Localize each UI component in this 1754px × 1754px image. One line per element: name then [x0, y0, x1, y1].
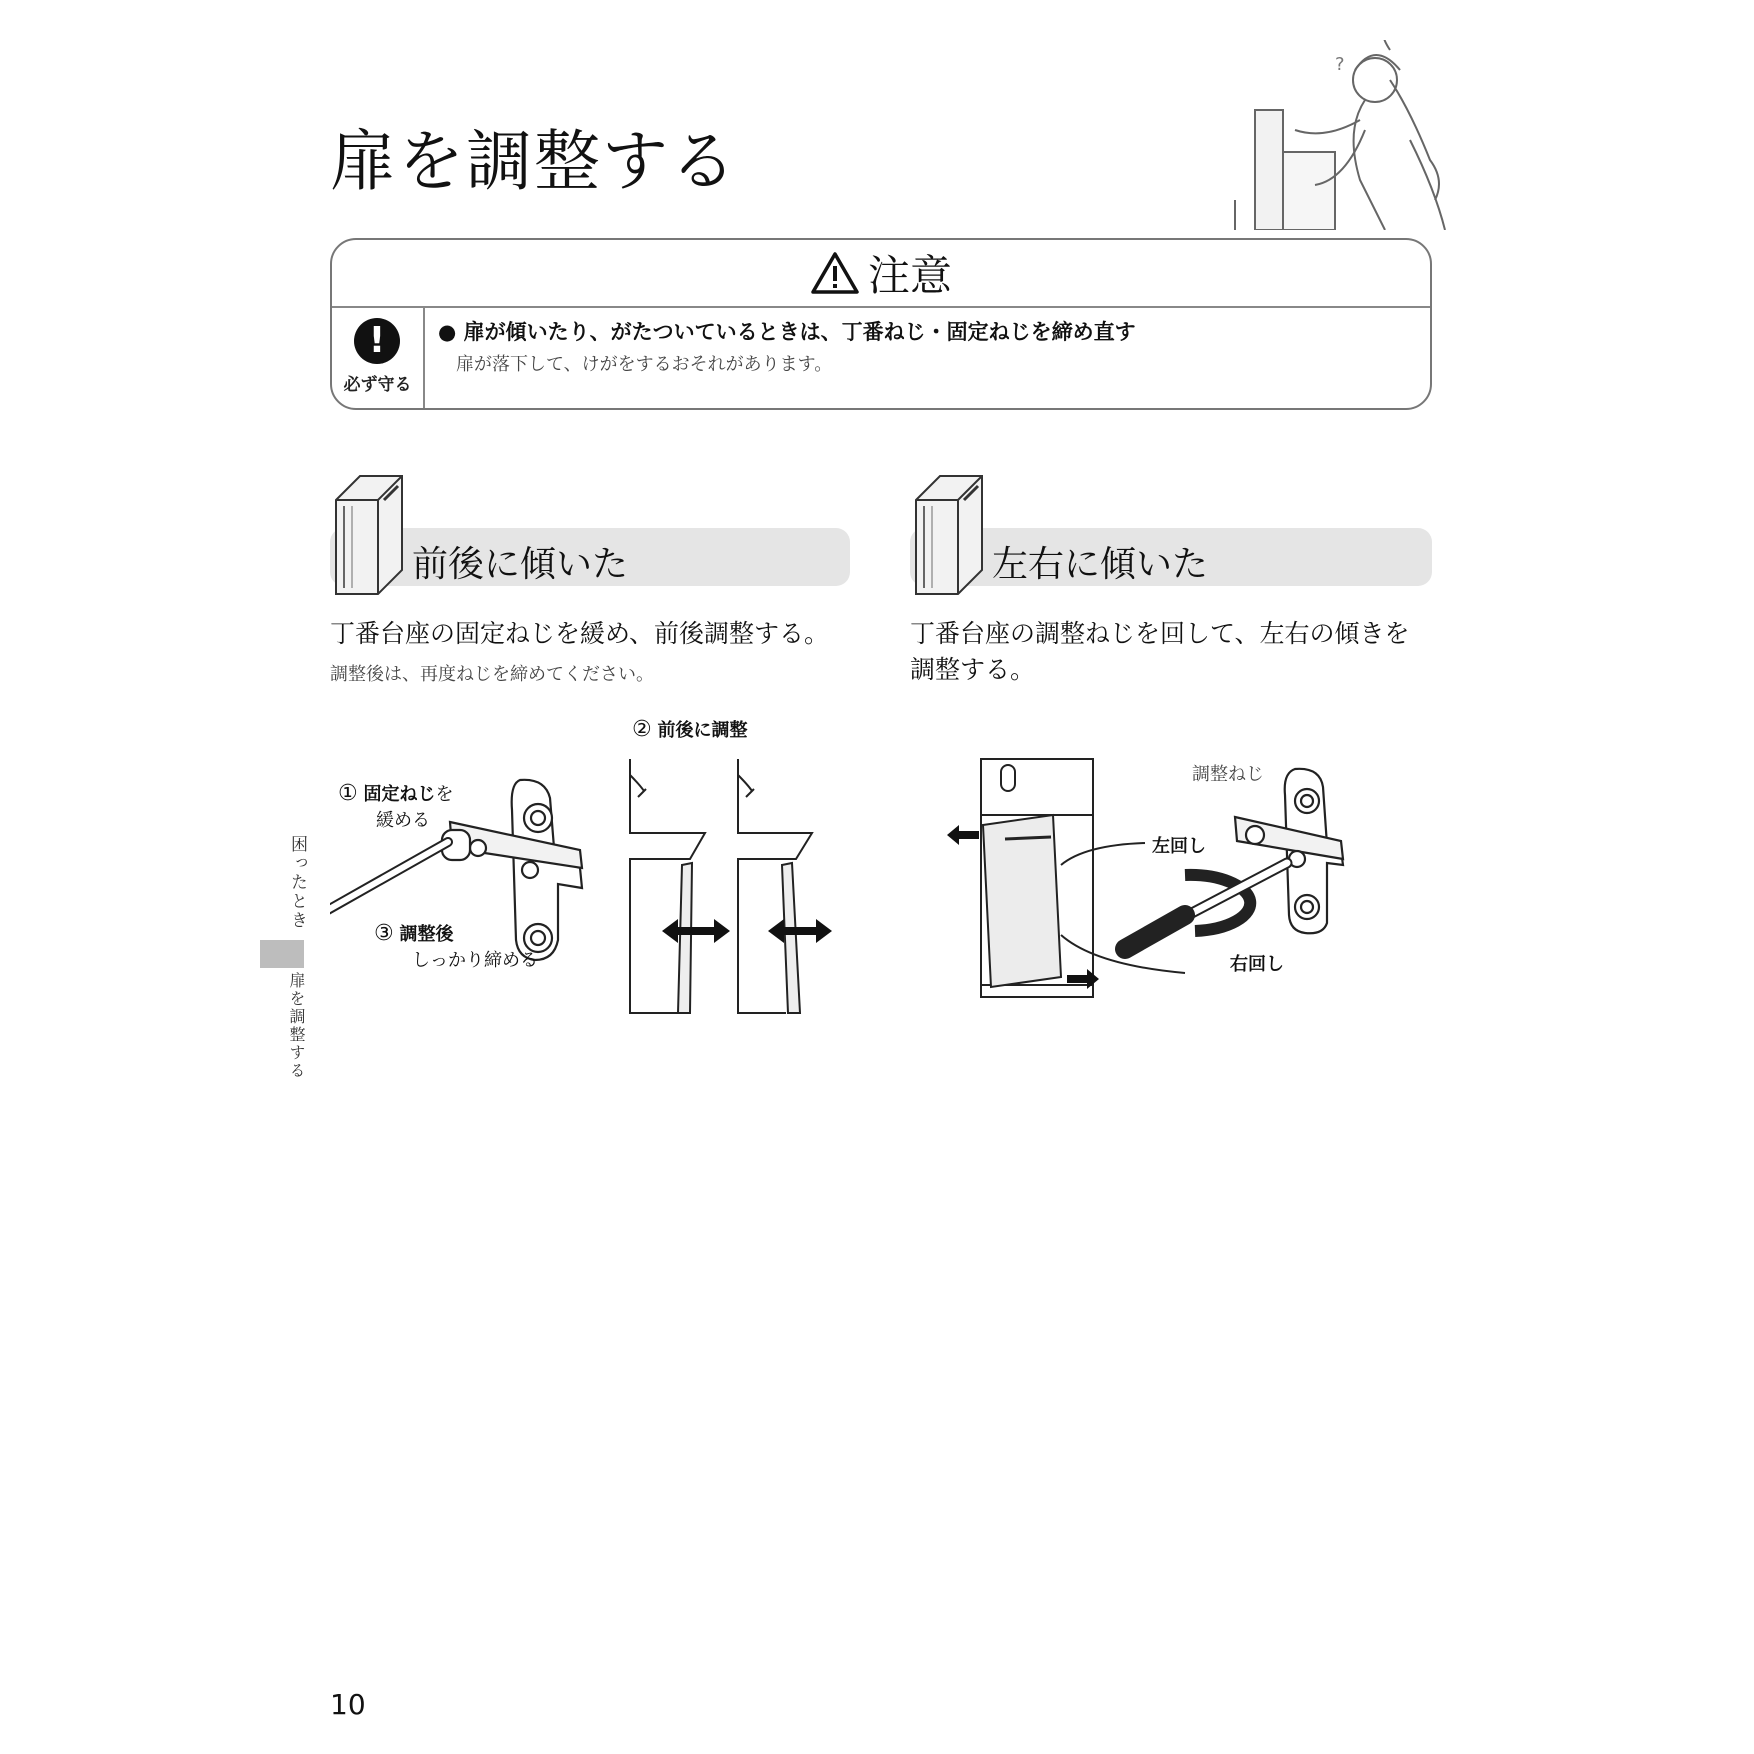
adjust-screw-label: 調整ねじ — [1192, 764, 1264, 785]
step-3-line2: しっかり締める — [412, 950, 538, 971]
step-1-number: ① — [338, 781, 358, 806]
step-2-number: ② — [632, 717, 652, 742]
section-title-left-right: 左右に傾いた — [992, 544, 1209, 585]
side-index-tab — [260, 940, 304, 968]
caution-heading: 注意 — [867, 251, 952, 300]
warning-triangle-icon — [810, 251, 860, 295]
step-1-bold: 固定ねじ — [363, 784, 436, 805]
front-back-adjust-diagram — [620, 755, 860, 1030]
step-1-line2: 緩める — [376, 810, 430, 831]
step-3-number: ③ — [374, 921, 394, 946]
cabinet-icon — [910, 470, 985, 600]
caution-instruction: ● 扉が傾いたり、がたついているときは、丁番ねじ・固定ねじを締め直す — [438, 320, 1136, 344]
exclamation-icon: ! — [354, 318, 400, 364]
step-3-bold: 調整後 — [399, 924, 454, 945]
side-index-topic: 扉を調整する — [287, 972, 306, 1080]
step-1-rest: を — [435, 784, 454, 805]
svg-text:?: ? — [1335, 54, 1345, 75]
step-1-label — [338, 780, 453, 806]
section-title-front-back: 前後に傾いた — [412, 544, 629, 585]
cabinet-icon — [330, 470, 405, 600]
caution-reason: 扉が落下して、けがをするおそれがあります。 — [456, 354, 833, 375]
person-illustration — [1195, 40, 1465, 230]
step-3-label — [374, 920, 453, 946]
left-right-adjust-diagram — [945, 755, 1375, 1000]
note-front-back: 調整後は、再度ねじを締めてください。 — [330, 664, 654, 685]
page-number: 10 — [330, 1688, 366, 1721]
step-2-text: 前後に調整 — [657, 720, 748, 741]
caution-content — [438, 316, 1420, 376]
caution-box — [330, 238, 1432, 410]
mandatory-label: 必ず守る — [343, 375, 412, 395]
side-index-chapter: 困ったとき — [287, 835, 307, 930]
mandatory-cell — [332, 306, 425, 410]
instruction-left-right: 丁番台座の調整ねじを回して、左右の傾きを調整する。 — [910, 619, 1410, 684]
page-title: 扉を調整する — [330, 123, 738, 200]
instruction-front-back: 丁番台座の固定ねじを緩め、前後調整する。 — [330, 619, 830, 648]
caution-header — [332, 240, 1430, 308]
left-turn-label: 左回し — [1152, 836, 1206, 857]
right-turn-label: 右回し — [1230, 954, 1284, 975]
step-2-label — [632, 716, 747, 742]
